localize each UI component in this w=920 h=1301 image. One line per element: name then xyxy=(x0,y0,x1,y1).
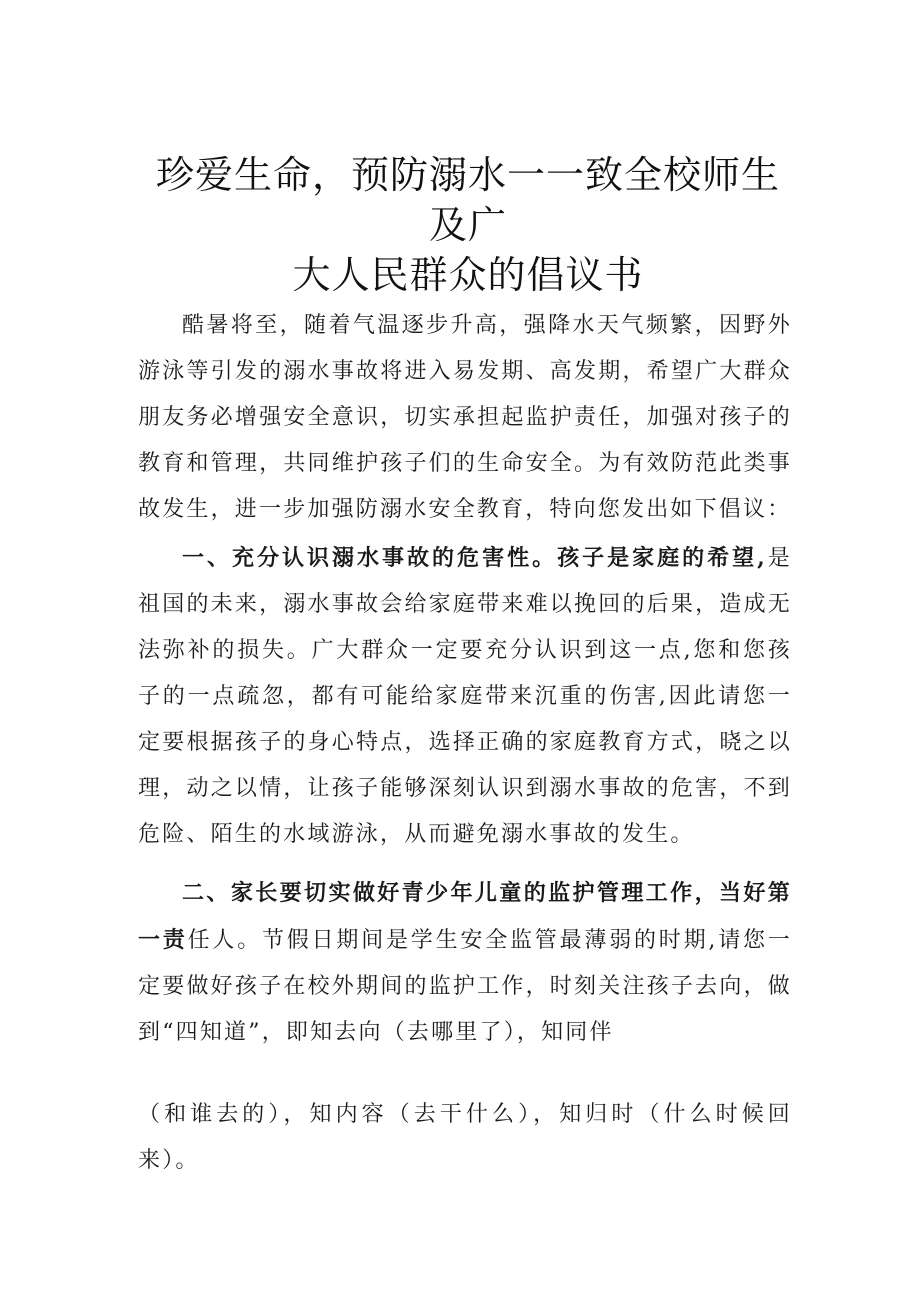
section-1-body: 是祖国的未来，溺水事故会给家庭带来难以挽回的后果，造成无法弥补的损失。广大群众一定要充分认识到这一点,您和您孩子的一点疏忽，都有可能给家庭带来沉重的伤害,因此请您一定要根据孩子的身心特点，选择正确的家庭教育方式，晓之以理，动之以情，让孩子能够深刻认识到溺水事故的危害，不到危险、陌生的水域游泳，从而避免溺水事故的发生。 xyxy=(138,546,792,847)
section-2-heading: 二、家长要切实做好青少年儿童的监护管理工作，当好第一责 xyxy=(138,880,792,953)
section-2-body: 任人。节假日期间是学生安全监管最薄弱的时期,请您一定要做好孩子在校外期间的监护工作，时刻关注孩子去向，做到“四知道”，即知去向（去哪里了），知同伴 xyxy=(138,928,792,1045)
document-body xyxy=(138,303,792,1056)
document-title xyxy=(138,150,798,300)
title-line-2: 大人民群众的倡议书 xyxy=(292,253,644,297)
section-2-continued: （和谁去的），知内容（去干什么），知归时（什么时候回来）。 xyxy=(138,1102,792,1173)
section-1-paragraph xyxy=(138,535,792,858)
section-1-heading: 一、充分认识溺水事故的危害性。孩子是家庭的希望, xyxy=(182,545,767,571)
section-2-paragraph xyxy=(138,870,792,1056)
intro-paragraph: 酷暑将至，随着气温逐步升高，强降水天气频繁，因野外游泳等引发的溺水事故将进入易发期、高发期，希望广大群众朋友务必增强安全意识，切实承担起监护责任，加强对孩子的教育和管理，共同维护孩子们的生命安全。为有效防范此类事故发生，进一步加强防溺水安全教育，特向您发出如下倡议： xyxy=(138,313,792,522)
title-line-1: 珍爱生命，预防溺水一一致全校师生及广 xyxy=(155,153,780,247)
